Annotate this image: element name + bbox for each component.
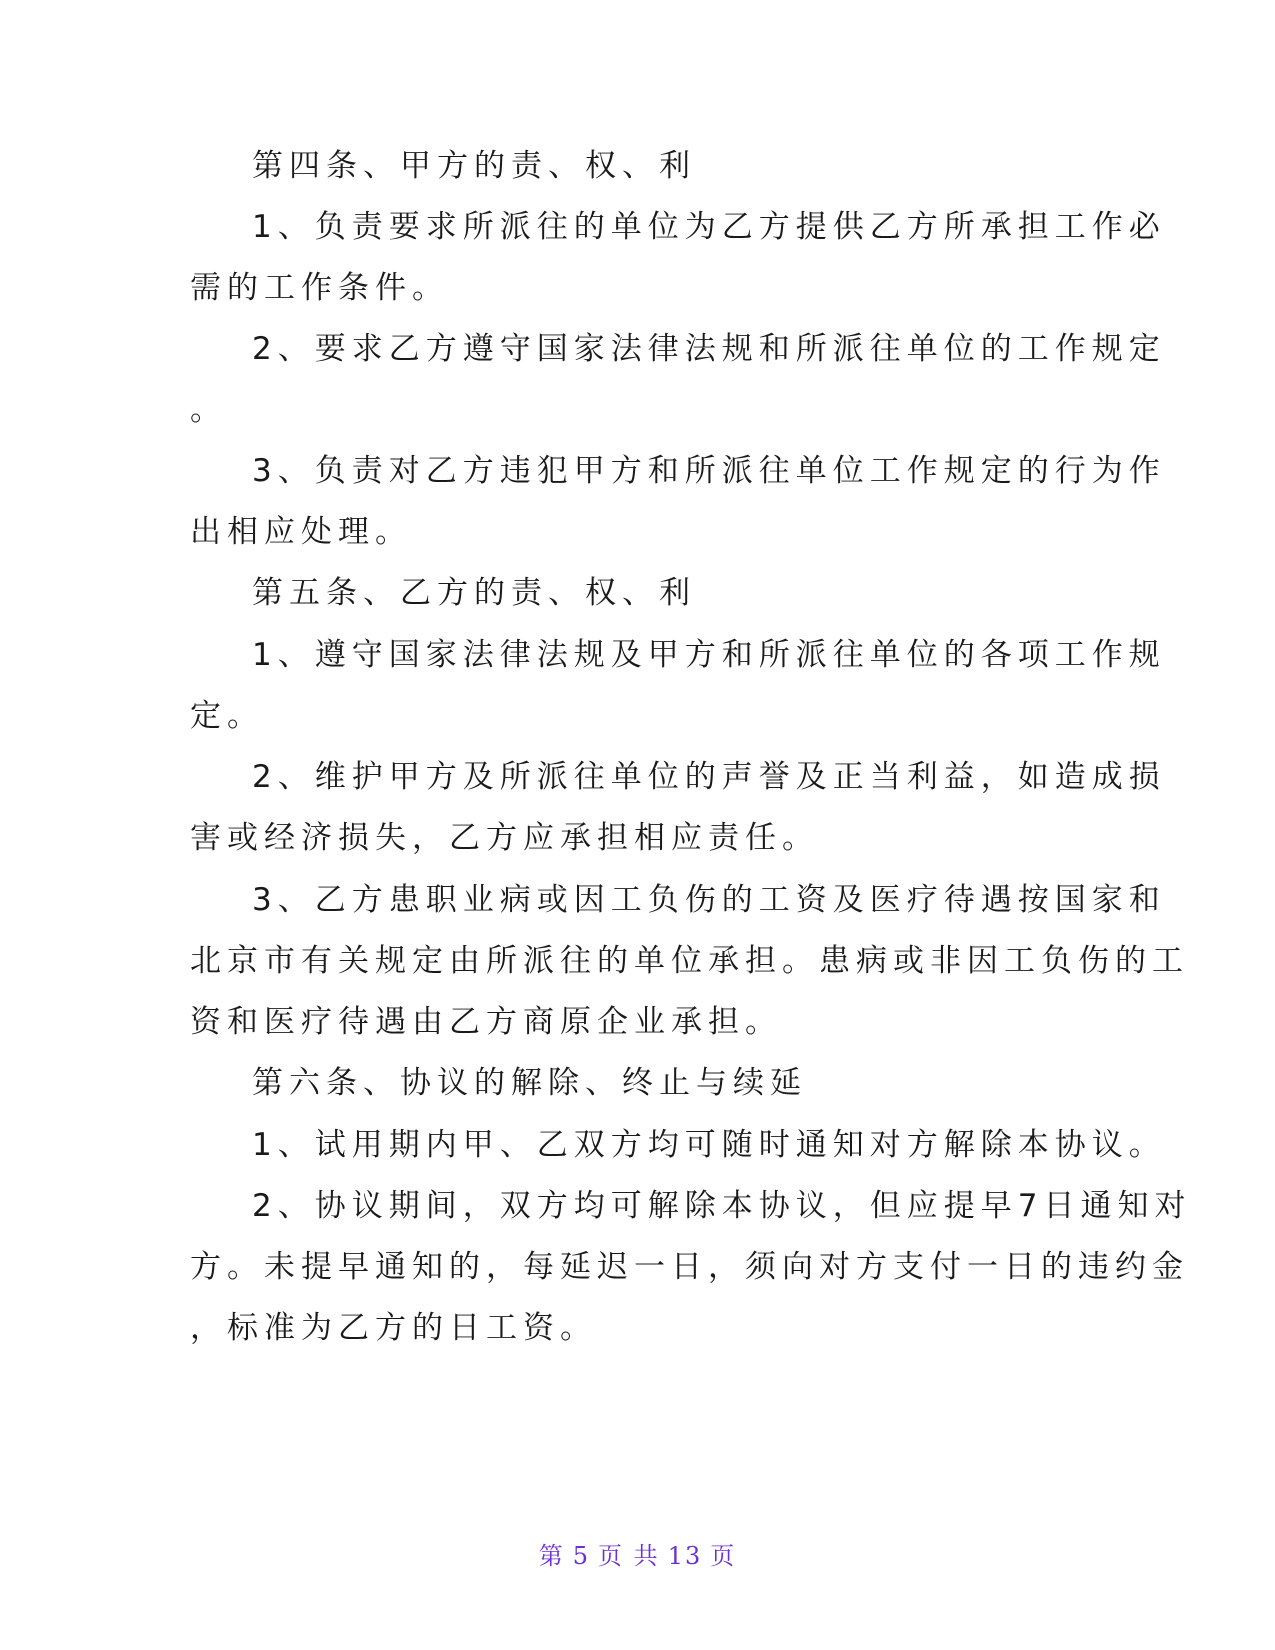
article-6-heading: 第六条、协议的解除、终止与续延 [252,1065,807,1101]
article-4-item-3-line-1: 3、负责对乙方违犯甲方和所派往单位工作规定的行为作 [252,453,1166,489]
article-4-item-2-line-1: 2、要求乙方遵守国家法律法规和所派往单位的工作规定 [252,331,1166,367]
footer-middle: 页 共 [598,1542,660,1570]
article-6-item-2-line-2: 方。未提早通知的，每延迟一日，须向对方支付一日的违约金 [190,1249,1189,1285]
footer-prefix: 第 [538,1542,565,1570]
footer-current-page: 5 [572,1542,591,1570]
article-5-item-3-line-3: 资和医疗待遇由乙方商原企业承担。 [190,1004,782,1040]
article-6-item-2-line-1: 2、协议期间，双方均可解除本协议，但应提早7日通知对 [252,1188,1192,1224]
article-5-item-1-line-2: 定。 [190,698,264,734]
article-6-item-1-line-1: 1、试用期内甲、乙双方均可随时通知对方解除本协议。 [252,1127,1166,1163]
article-5-item-2-line-1: 2、维护甲方及所派往单位的声誉及正当利益，如造成损 [252,759,1166,795]
article-4-item-1-line-2: 需的工作条件。 [190,270,449,306]
article-5-heading: 第五条、乙方的责、权、利 [252,575,696,611]
article-5-item-3-line-2: 北京市有关规定由所派往的单位承担。患病或非因工负伤的工 [190,943,1189,979]
page-number-footer [0,1536,1275,1571]
article-5-item-1-line-1: 1、遵守国家法律法规及甲方和所派往单位的各项工作规 [252,637,1166,673]
article-5-item-2-line-2: 害或经济损失，乙方应承担相应责任。 [190,820,819,856]
article-4-item-3-line-2: 出相应处理。 [190,514,412,550]
article-4-heading: 第四条、甲方的责、权、利 [252,148,696,184]
footer-total-pages: 13 [667,1542,703,1570]
article-6-item-2-line-3: ，标准为乙方的日工资。 [190,1310,597,1346]
footer-suffix: 页 [710,1542,737,1570]
article-5-item-3-line-1: 3、乙方患职业病或因工负伤的工资及医疗待遇按国家和 [252,882,1166,918]
article-4-item-2-line-2: 。 [190,392,227,428]
article-4-item-1-line-1: 1、负责要求所派往的单位为乙方提供乙方所承担工作必 [252,209,1166,245]
